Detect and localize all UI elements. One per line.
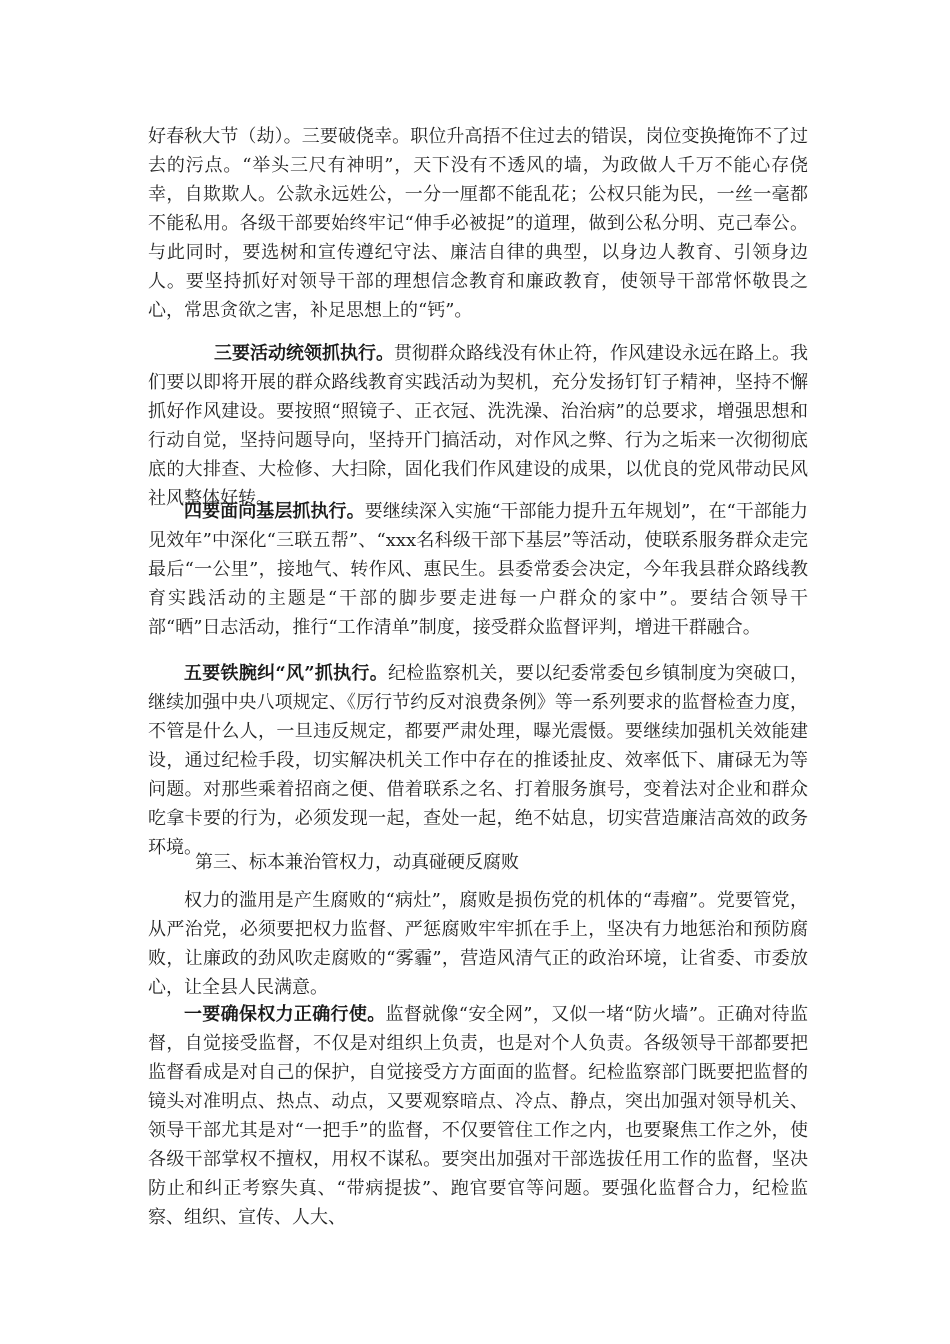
- paragraph-6-lead: 一要确保权力正确行使。: [184, 1004, 386, 1025]
- paragraph-5: [148, 886, 808, 1002]
- paragraph-5-text: 权力的滥用是产生腐败的“病灶”，腐败是损伤党的机体的“毒瘤”。党要管党，从严治党，必须要把权力监督、严惩腐败牢牢抓在手上，坚决有力地惩治和预防腐败，让廉政的劲风吹走腐败的“雾霾”，营造风清气正的政治环境，让省委、市委放心，让全县人民满意。: [148, 890, 808, 998]
- paragraph-2: [148, 339, 808, 513]
- paragraph-4-lead: 五要铁腕纠“风”抓执行。: [184, 663, 388, 684]
- paragraph-3: [148, 497, 808, 642]
- paragraph-6-text: 监督就像“安全网”，又似一堵“防火墙”。正确对待监督，自觉接受监督，不仅是对组织上负责，也是对个人负责。各级领导干部都要把监督看成是对自己的保护，自觉接受方方面面的监督。纪检监察部门既要把监督的镜头对准明点、热点、动点，又要观察暗点、冷点、静点，突出加强对领导机关、领导干部尤其是对“一把手”的监督，不仅要管住工作之内，也要聚焦工作之外，使各级干部掌权不擅权，用权不谋私。要突出加强对干部选拔任用工作的监督，坚决防止和纠正考察失真、“带病提拔”、跑官要官等问题。要强化监督合力，纪检监察、组织、宣传、人大、: [148, 1004, 808, 1228]
- paragraph-1: [148, 122, 808, 325]
- paragraph-1-text: 好春秋大节（劫）。三要破侥幸。职位升高捂不住过去的错误，岗位变换掩饰不了过去的污点。“举头三尺有神明”，天下没有不透风的墙，为政做人千万不能心存侥幸，自欺欺人。公款永远姓公，一分一厘都不能乱花；公权只能为民，一丝一毫都不能私用。各级干部要始终牢记“伸手必被捉”的道理，做到公私分明、克己奉公。与此同时，要选树和宣传遵纪守法、廉洁自律的典型，以身边人教育、引领身边人。要坚持抓好对领导干部的理想信念教育和廉政教育，使领导干部常怀敬畏之心，常思贪欲之害，补足思想上的“钙”。: [148, 126, 808, 321]
- paragraph-2-lead: 三要活动统领抓执行。: [214, 343, 394, 364]
- section-heading-3: 第三、标本兼治管权力，动真碰硬反腐败: [195, 852, 519, 873]
- paragraph-4: [148, 659, 808, 862]
- paragraph-3-lead: 四要面向基层抓执行。: [184, 501, 365, 522]
- paragraph-4-text: 纪检监察机关，要以纪委常委包乡镇制度为突破口，继续加强中央八项规定、《厉行节约反对浪费条例》等一系列要求的监督检查力度，不管是什么人，一旦违反规定，都要严肃处理，曝光震慑。要继续加强机关效能建设，通过纪检手段，切实解决机关工作中存在的推诿扯皮、效率低下、庸碌无为等问题。对那些乘着招商之便、借着联系之名、打着服务旗号，变着法对企业和群众吃拿卡要的行为，必须发现一起，查处一起，绝不姑息，切实营造廉洁高效的政务环境。: [148, 663, 808, 858]
- paragraph-3-text: 要继续深入实施“干部能力提升五年规划”，在“干部能力见效年”中深化“三联五帮”、“xxx名科级干部下基层”等活动，使联系服务群众走完最后“一公里”，接地气、转作风、惠民生。县委常委会决定，今年我县群众路线教育实践活动的主题是“干部的脚步要走进每一户群众的家中”。要结合领导干部“晒”日志活动，推行“工作清单”制度，接受群众监督评判，增进干群融合。: [148, 501, 808, 638]
- paragraph-2-text: 贯彻群众路线没有休止符，作风建设永远在路上。我们要以即将开展的群众路线教育实践活动为契机，充分发扬钉钉子精神，坚持不懈抓好作风建设。要按照“照镜子、正衣冠、洗洗澡、治治病”的总要求，增强思想和行动自觉，坚持问题导向，坚持开门搞活动，对作风之弊、行为之垢来一次彻彻底底的大排查、大检修、大扫除，固化我们作风建设的成果，以优良的党风带动民风社风整体好转。: [148, 343, 808, 509]
- paragraph-6: [148, 1000, 808, 1232]
